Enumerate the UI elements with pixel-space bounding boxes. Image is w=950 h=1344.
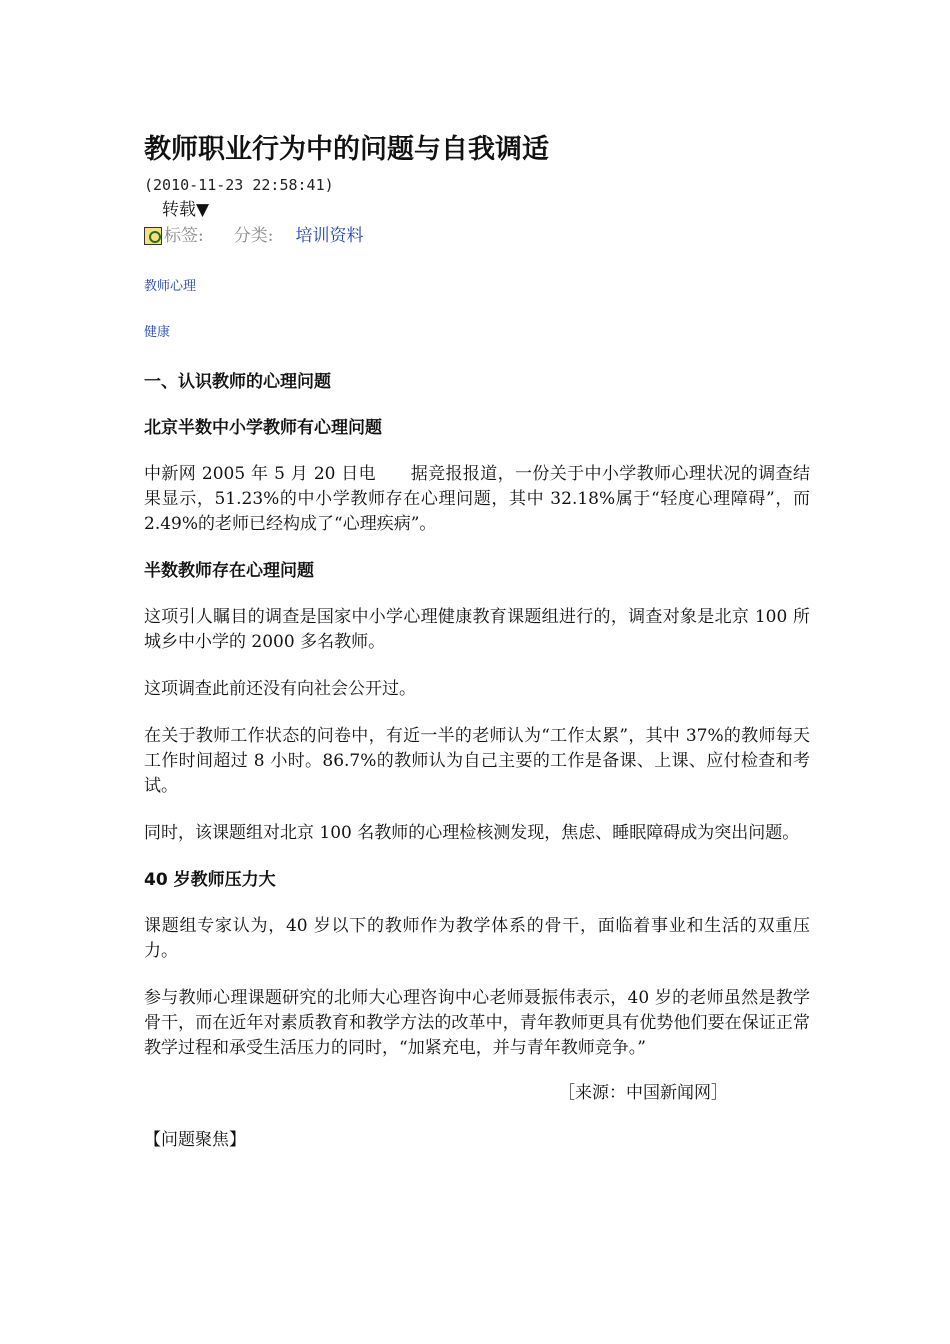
- paragraph: 这项调查此前还没有向社会公开过。: [144, 679, 416, 699]
- tag-label: 标签:: [164, 226, 204, 246]
- repost-toggle[interactable]: 转载▼: [162, 200, 210, 220]
- tag-line: [144, 224, 810, 248]
- section-heading: 一、认识教师的心理问题: [144, 372, 331, 392]
- tag-icon: [144, 227, 162, 245]
- paragraph: 在关于教师工作状态的问卷中，有近一半的老师认为“工作太累”，其中 37%的教师每天工作时间超过 8 小时。86.7%的教师认为自己主要的工作是备课、上课、应付检查和考试。: [144, 726, 810, 796]
- category-link[interactable]: 培训资料: [295, 226, 364, 246]
- source-note: ［来源：中国新闻网］: [558, 1083, 728, 1103]
- paragraph: 参与教师心理课题研究的北师大心理咨询中心老师聂振伟表示，40 岁的老师虽然是教学骨干，而在近年对素质教育和教学方法的改革中，青年教师更具有优势他们要在保证正常教学过程和承受生活压力的同时，“加紧充电，并与青年教师竞争。”: [144, 988, 810, 1058]
- tag-link-teacher-psychology[interactable]: 教师心理: [144, 279, 197, 294]
- subsection-heading: 北京半数中小学教师有心理问题: [144, 418, 382, 438]
- paragraph: 这项引人瞩目的调查是国家中小学心理健康教育课题组进行的，调查对象是北京 100 所城乡中小学的 2000 多名教师。: [144, 607, 810, 652]
- article: [144, 130, 810, 1153]
- paragraph: 课题组专家认为，40 岁以下的教师作为教学体系的骨干，面临着事业和生活的双重压力。: [144, 916, 810, 961]
- article-title: 教师职业行为中的问题与自我调适: [144, 134, 549, 165]
- category-label: 分类:: [233, 226, 274, 246]
- subsection-heading: 40 岁教师压力大: [144, 870, 276, 890]
- tag-link-health[interactable]: 健康: [144, 325, 171, 340]
- subsection-heading: 半数教师存在心理问题: [144, 561, 314, 581]
- article-date: (2010-11-23 22:58:41): [144, 176, 334, 194]
- paragraph: 同时，该课题组对北京 100 名教师的心理检核测发现，焦虑、睡眠障碍成为突出问题。: [144, 823, 800, 843]
- section-marker: 【问题聚焦】: [144, 1130, 246, 1150]
- paragraph: 中新网 2005 年 5 月 20 日电 据竞报报道，一份关于中小学教师心理状况的调查结果显示，51.23%的中小学教师存在心理问题，其中 32.18%属于“轻度心理障碍”，而 2.49%的老师已经构成了“心理疾病”。: [144, 464, 810, 534]
